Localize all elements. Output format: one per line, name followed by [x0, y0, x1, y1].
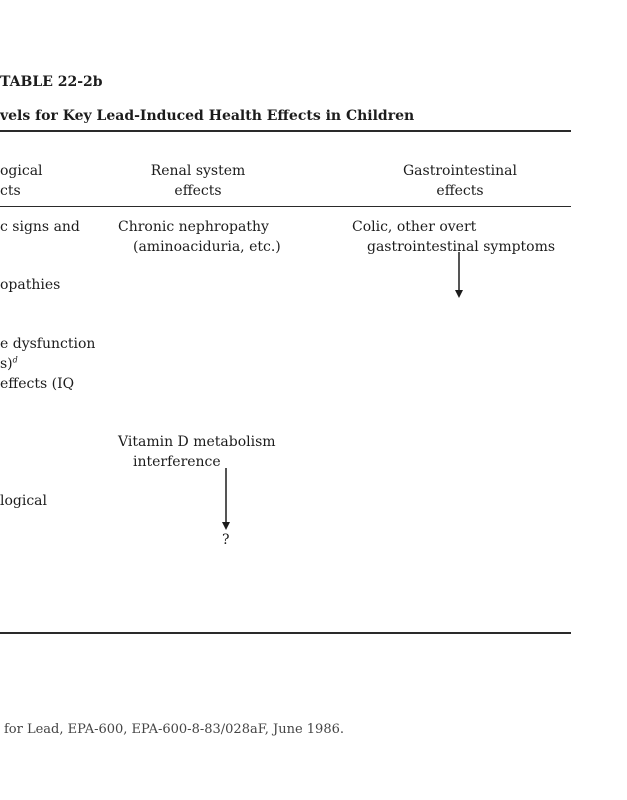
source-citation: for Lead, EPA-600, EPA-600-8-83/028aF, June 1986.	[4, 722, 344, 737]
col3-header-line1: Gastrointestinal	[403, 163, 517, 179]
col1-row3-line3: effects (IQ	[0, 376, 75, 392]
col2-header-line1: Renal system	[150, 163, 246, 179]
gi-down-arrow	[452, 252, 466, 300]
footnote-d: d	[12, 355, 18, 365]
col3-header-line2: effects	[436, 183, 484, 199]
gi-row1-line2: gastrointestinal symptoms	[367, 239, 556, 255]
top-rule	[0, 130, 571, 132]
col2-header-line2: effects	[174, 183, 222, 199]
renal-row2-line1: Vitamin D metabolism	[118, 434, 276, 450]
renal-row2-line2: interference	[133, 454, 221, 470]
col1-row2: opathies	[0, 277, 61, 293]
renal-row1-line1: Chronic nephropathy	[118, 219, 269, 235]
renal-question-mark: ?	[222, 532, 230, 548]
col1-row1: c signs and	[0, 219, 80, 235]
renal-down-arrow	[219, 468, 233, 532]
col1-row3-line1: e dysfunction	[0, 336, 96, 352]
col1-header-line2: cts	[0, 183, 21, 199]
bottom-rule	[0, 632, 571, 634]
renal-row1-line2: (aminoaciduria, etc.)	[133, 239, 281, 255]
col1-row3-line2: s)$^d$	[0, 355, 18, 372]
table-number: TABLE 22-2b	[0, 74, 103, 90]
col1-row4: logical	[0, 493, 48, 509]
gi-row1-line1: Colic, other overt	[352, 219, 477, 235]
col1-header-line1: ogical	[0, 163, 43, 179]
header-rule	[0, 206, 571, 207]
table-title: vels for Key Lead-Induced Health Effects in Children	[0, 108, 415, 124]
